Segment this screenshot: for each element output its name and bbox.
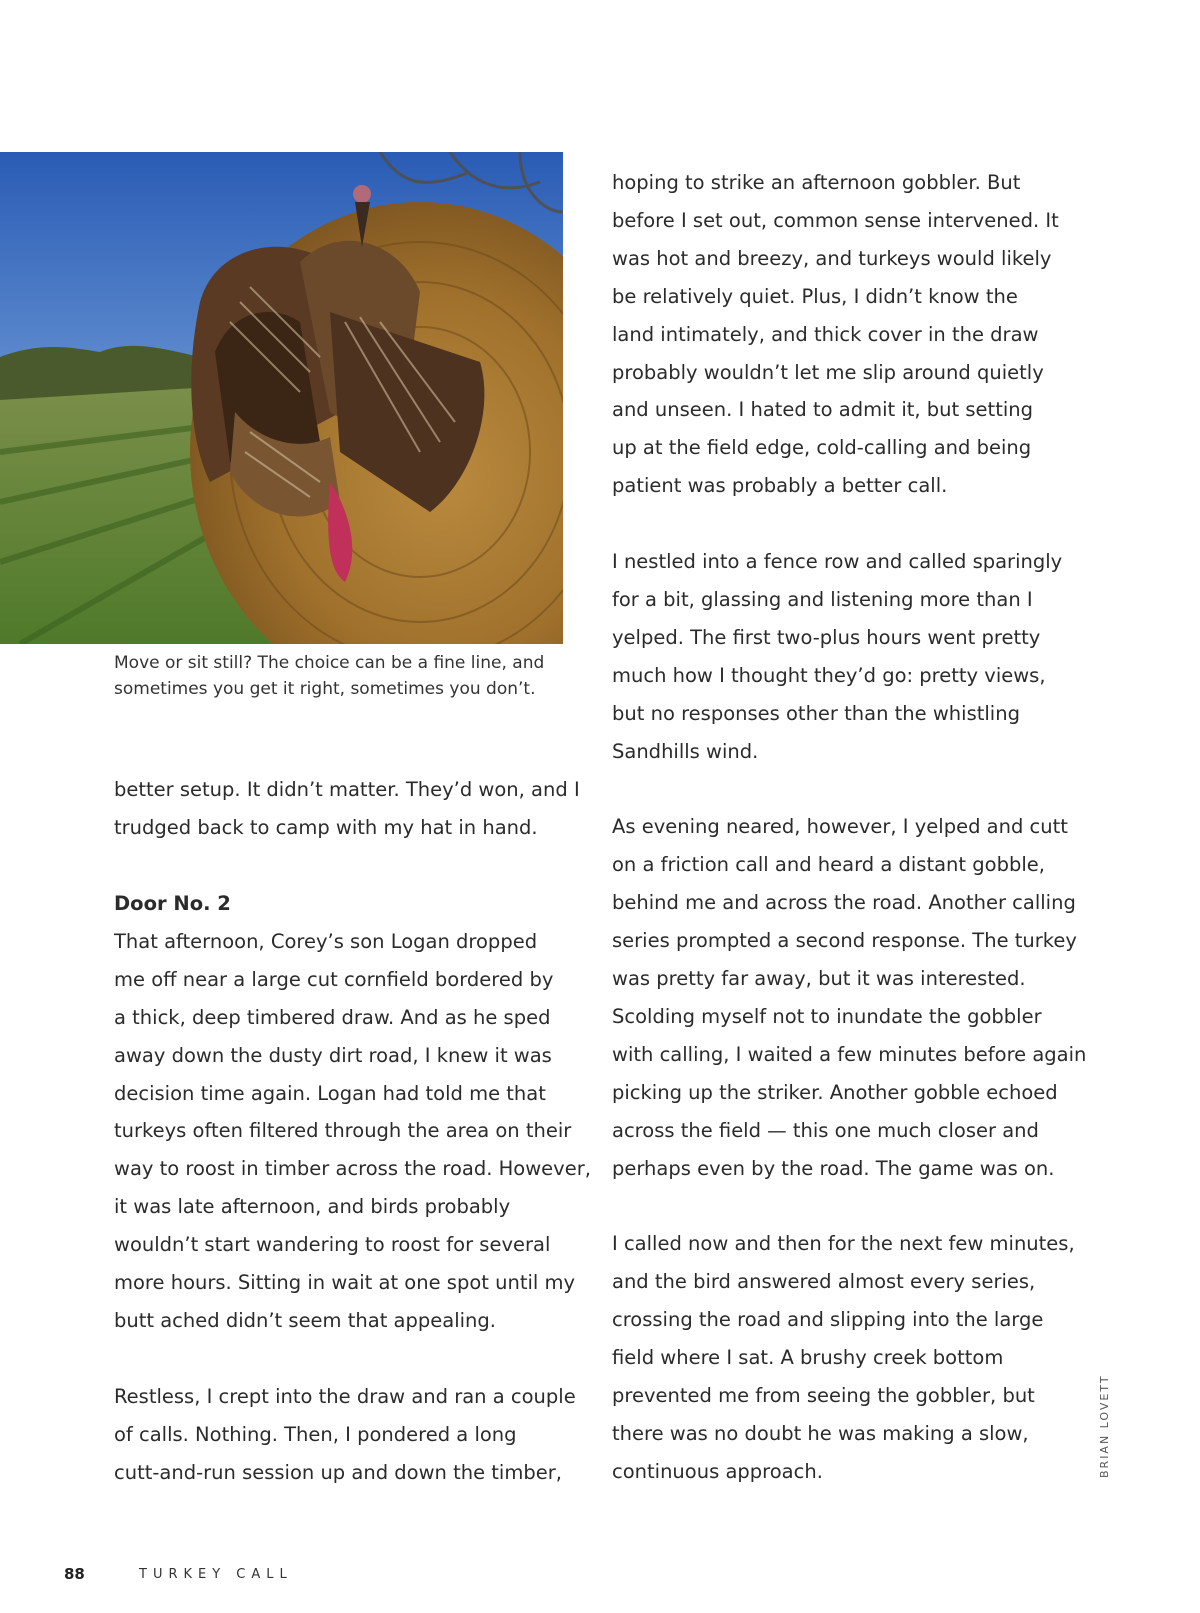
magazine-name: TURKEY CALL (139, 1567, 293, 1582)
text-line: probably wouldn’t let me slip around quietly (612, 360, 1044, 384)
text-line: perhaps even by the road. The game was on. (612, 1156, 1055, 1180)
photo-credit: BRIAN LOVETT (1098, 1374, 1111, 1478)
text-line: continuous approach. (612, 1459, 823, 1483)
text-line: up at the field edge, cold-calling and being (612, 436, 1032, 460)
caption-line: sometimes you get it right, sometimes you don’t. (114, 679, 536, 699)
text-line: and unseen. I hated to admit it, but setting (612, 398, 1033, 422)
text-line: me off near a large cut cornfield bordered by (114, 967, 554, 991)
text-line: Sandhills wind. (612, 739, 759, 763)
text-line: patient was probably a better call. (612, 474, 948, 498)
text-line: hoping to strike an afternoon gobbler. But (612, 171, 1021, 194)
text-line: away down the dusty dirt road, I knew it was (114, 1043, 552, 1067)
page-number: 88 (64, 1565, 85, 1583)
text-line: but no responses other than the whistling (612, 701, 1020, 725)
text-line: there was no doubt he was making a slow, (612, 1421, 1029, 1445)
text-line: for a bit, glassing and listening more than I (612, 587, 1033, 611)
text-line: field where I sat. A brushy creek bottom (612, 1346, 1004, 1370)
text-line: turkeys often filtered through the area on their (114, 1119, 572, 1143)
photo-caption (114, 650, 564, 702)
text-line: prevented me from seeing the gobbler, but (612, 1383, 1035, 1407)
text-line: with calling, I waited a few minutes before again (612, 1042, 1087, 1066)
photo-illustration (0, 152, 563, 644)
text-line: I called now and then for the next few minutes, (612, 1232, 1075, 1256)
text-line: decision time again. Logan had told me that (114, 1081, 546, 1105)
text-line: and the bird answered almost every series, (612, 1270, 1036, 1294)
paragraph-gap (114, 1340, 591, 1378)
paragraph-gap (612, 1187, 1086, 1225)
caption-line: Move or sit still? The choice can be a fine line, and (114, 653, 545, 673)
text-line: was pretty far away, but it was interested. (612, 967, 1026, 990)
text-line: was hot and breezy, and turkeys would likely (612, 246, 1052, 270)
text-line: As evening neared, however, I yelped and cutt (612, 815, 1068, 839)
text-line: on a friction call and heard a distant gobble, (612, 853, 1045, 877)
text-line: crossing the road and slipping into the large (612, 1308, 1044, 1332)
paragraph-gap (612, 770, 1086, 808)
text-line: trudged back to camp with my hat in hand. (114, 815, 538, 839)
text-line: cutt-and-run session up and down the timber, (114, 1460, 562, 1484)
text-line: Scolding myself not to inundate the gobbler (612, 1004, 1042, 1028)
text-line: much how I thought they’d go: pretty views, (612, 663, 1046, 687)
text-line: series prompted a second response. The turkey (612, 929, 1077, 953)
paragraph-gap (612, 505, 1086, 543)
text-line: before I set out, common sense intervened. It (612, 208, 1059, 232)
right-column (612, 164, 1086, 1491)
text-line: more hours. Sitting in wait at one spot until my (114, 1271, 576, 1295)
left-column-continuation (114, 771, 580, 847)
text-line: I nestled into a fence row and called sparingly (612, 550, 1063, 574)
text-line: butt ached didn’t seem that appealing. (114, 1308, 496, 1332)
text-line: picking up the striker. Another gobble echoed (612, 1080, 1058, 1104)
text-line: That afternoon, Corey’s son Logan dropped (114, 929, 538, 953)
text-line: of calls. Nothing. Then, I pondered a long (114, 1422, 517, 1446)
article-photo-turkey-on-hay-bale (0, 152, 563, 644)
text-line: land intimately, and thick cover in the draw (612, 322, 1039, 346)
text-line: across the field — this one much closer and (612, 1118, 1039, 1142)
text-line: be relatively quiet. Plus, I didn’t know the (612, 284, 1018, 308)
text-line: a thick, deep timbered draw. And as he sped (114, 1005, 551, 1029)
text-line: behind me and across the road. Another calling (612, 891, 1076, 915)
text-line: it was late afternoon, and birds probably (114, 1195, 511, 1219)
text-line: way to roost in timber across the road. However, (114, 1157, 591, 1181)
text-line: wouldn’t start wandering to roost for several (114, 1233, 551, 1257)
left-column-section (114, 885, 591, 1491)
section-heading: Door No. 2 (114, 892, 231, 915)
text-line: yelped. The first two-plus hours went pretty (612, 625, 1041, 649)
text-line: better setup. It didn’t matter. They’d won, and I (114, 778, 580, 801)
text-line: Restless, I crept into the draw and ran a couple (114, 1384, 576, 1408)
